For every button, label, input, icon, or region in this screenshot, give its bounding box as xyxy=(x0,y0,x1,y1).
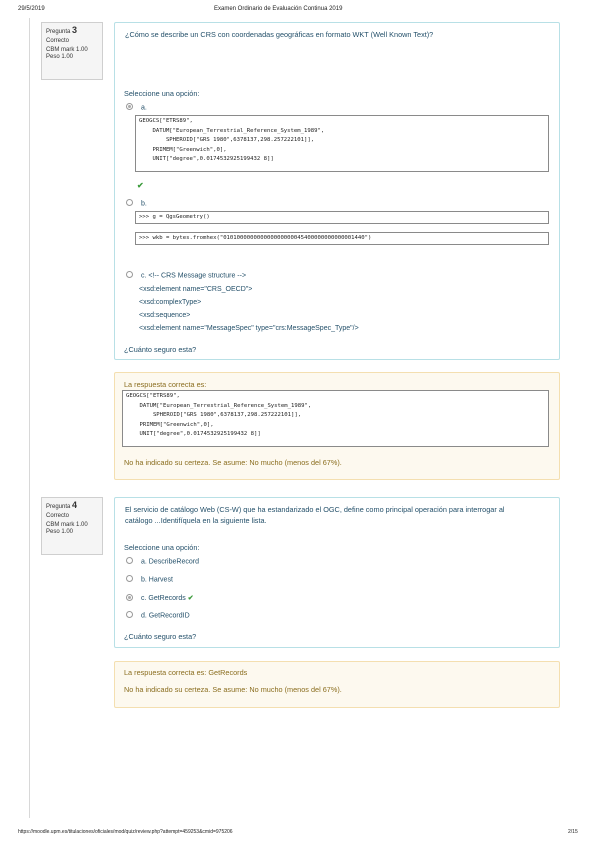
option-b-letter: b. xyxy=(141,200,147,208)
question-3-info xyxy=(41,22,103,80)
option-b-label: b. Harvest xyxy=(141,576,173,584)
print-url: https://moodle.upm.es/titulaciones/oficiales/mod/quiz/review.php?attempt=459253&cmid=975206 xyxy=(18,829,233,835)
page-number: 2/15 xyxy=(568,829,578,835)
option-c-line-2: <xsd:complexType> xyxy=(139,299,202,306)
option-b-radio[interactable] xyxy=(126,199,133,206)
option-d-label: d. GetRecordID xyxy=(141,612,190,620)
certainty-question: ¿Cuánto seguro esta? xyxy=(124,345,197,354)
option-c-radio[interactable] xyxy=(126,594,133,601)
option-b[interactable] xyxy=(126,576,173,583)
option-c-head: c. <!-- CRS Message structure --> xyxy=(141,272,247,280)
question-text: El servicio de catálogo Web (CS-W) que ha estandarizado el OGC, define como principal operación para interrogar al catálogo ...Identifíquela en la siguiente lista. xyxy=(125,505,505,525)
correct-check-icon: ✔ xyxy=(137,181,144,190)
feedback-answer: La respuesta correcta es: GetRecords xyxy=(124,668,248,677)
question-number: 4 xyxy=(72,500,78,510)
question-status: Correcto xyxy=(46,513,70,519)
question-4-box xyxy=(114,497,560,648)
option-a[interactable] xyxy=(126,558,199,565)
print-title: Examen Ordinario de Evaluación Continua 2019 xyxy=(214,6,343,12)
option-d[interactable] xyxy=(126,612,190,619)
certainty-question: ¿Cuánto seguro esta? xyxy=(124,632,197,641)
feedback-code: GEOGCS["ETRS89", DATUM["European_Terrestrial_Reference_System_1989", SPHEROID["GRS 1980",6378137,298.257222101]], PRIMEM["Greenwich",0], UNIT["degree",0.0174532925199432 8]] xyxy=(122,390,549,447)
question-3-box xyxy=(114,22,560,360)
feedback-certainty: No ha indicado su certeza. Se asume: No mucho (menos del 67%). xyxy=(124,458,342,467)
select-prompt: Seleccione una opción: xyxy=(124,543,200,552)
option-a-radio[interactable] xyxy=(126,103,133,110)
option-a[interactable] xyxy=(126,104,147,111)
question-mark: CBM mark 1.00 xyxy=(46,522,88,528)
correct-check-icon: ✔ xyxy=(187,595,194,602)
option-c[interactable] xyxy=(126,272,246,279)
question-number: 3 xyxy=(72,25,78,35)
option-c-line-3: <xsd:sequence> xyxy=(139,312,191,319)
option-c-line-4: <xsd:element name="MessageSpec" type="crs:MessageSpec_Type"/> xyxy=(139,325,359,332)
question-weight: Peso 1.00 xyxy=(46,54,74,60)
option-a-radio[interactable] xyxy=(126,557,133,564)
option-b-code-1: >>> g = QgsGeometry() xyxy=(135,211,549,224)
left-rail xyxy=(29,18,30,818)
question-weight: Peso 1.00 xyxy=(46,529,74,535)
feedback-label: La respuesta correcta es: xyxy=(124,380,207,389)
option-d-radio[interactable] xyxy=(126,611,133,618)
option-c-line-1: <xsd:element name="CRS_OECD"> xyxy=(139,286,253,293)
question-4-info xyxy=(41,497,103,555)
option-a-code: GEOGCS["ETRS89", DATUM["European_Terrestrial_Reference_System_1989", SPHEROID["GRS 1980",6378137,298.257222101]], PRIMEM["Greenwich",0], UNIT["degree",0.0174532925199432 8]] xyxy=(135,115,549,172)
question-label: Pregunta xyxy=(46,504,71,510)
option-b-radio[interactable] xyxy=(126,575,133,582)
question-status: Correcto xyxy=(46,38,70,44)
option-b[interactable] xyxy=(126,200,147,207)
option-c[interactable] xyxy=(126,594,194,602)
question-mark: CBM mark 1.00 xyxy=(46,47,88,53)
question-text: ¿Cómo se describe un CRS con coordenadas geográficas en formato WKT (Well Known Text)? xyxy=(125,30,434,39)
option-a-label: a. DescribeRecord xyxy=(141,558,199,566)
option-c-label: c. GetRecords xyxy=(141,595,186,602)
print-date: 29/5/2019 xyxy=(18,6,45,12)
option-b-code-2: >>> wkb = bytes.fromhex("010100000000000000000045400000000000001440") xyxy=(135,232,549,245)
option-c-radio[interactable] xyxy=(126,271,133,278)
select-prompt: Seleccione una opción: xyxy=(124,89,200,98)
question-label: Pregunta xyxy=(46,29,71,35)
option-a-letter: a. xyxy=(141,104,147,112)
feedback-certainty: No ha indicado su certeza. Se asume: No mucho (menos del 67%). xyxy=(124,685,342,694)
